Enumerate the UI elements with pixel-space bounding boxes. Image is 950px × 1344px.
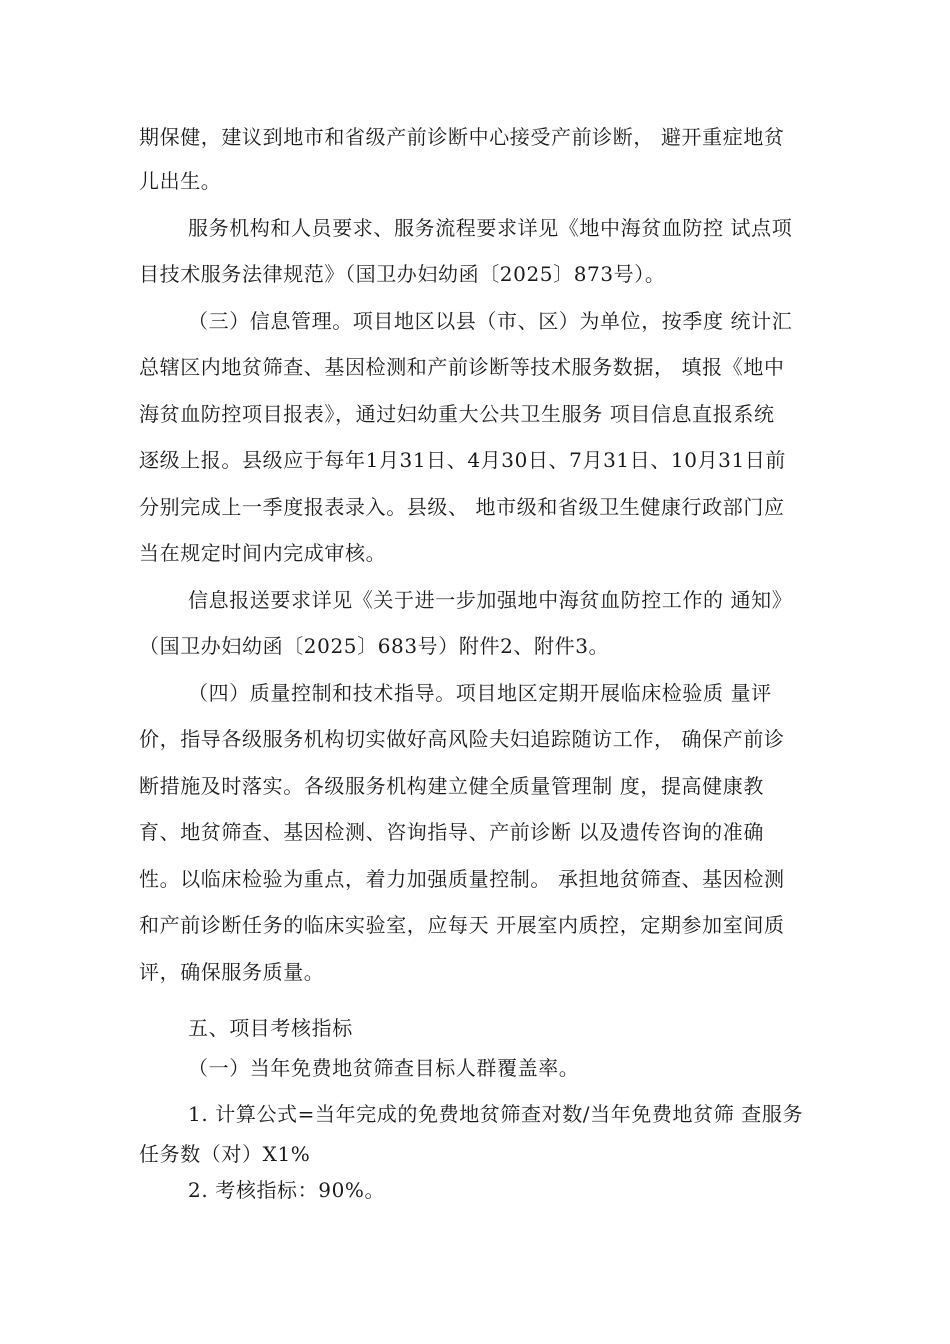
text-line-10: 当在规定时间内完成审核。: [139, 541, 387, 565]
text-line-19: 评，确保服务质量。: [139, 960, 325, 984]
text-line-8: 逐级上报。县级应于每年1月31日、4月30日、7月31日、10月31日前: [139, 448, 787, 472]
section-heading: 五、项目考核指标: [188, 1016, 353, 1040]
text-line-24: 2. 考核指标：90%。: [188, 1178, 386, 1202]
text-line-9: 分别完成上一季度报表录入。县级、 地市级和省级卫生健康行政部门应: [139, 495, 785, 519]
text-line-13: （四）质量控制和技术指导。项目地区定期开展临床检验质 量评: [188, 681, 772, 705]
text-line-15: 断措施及时落实。各级服务机构建立健全质量管理制 度，提高健康教: [139, 774, 764, 798]
text-line-5: （三）信息管理。项目地区以县（市、区）为单位，按季度 统计汇: [188, 309, 793, 333]
text-line-7: 海贫血防控项目报表》，通过妇幼重大公共卫生服务 项目信息直报系统: [139, 402, 775, 426]
text-line-6: 总辖区内地贫筛查、基因检测和产前诊断等技术服务数据， 填报《地中: [139, 355, 785, 379]
text-line-14: 价，指导各级服务机构切实做好高风险夫妇追踪随访工作， 确保产前诊: [139, 727, 785, 751]
text-line-4: 目技术服务法律规范》（国卫办妇幼函〔2025〕873号）。: [139, 262, 666, 286]
text-line-12: （国卫办妇幼函〔2025〕683号）附件2、附件3。: [139, 634, 610, 658]
text-line-1: 期保健，建议到地市和省级产前诊断中心接受产前诊断， 避开重症地贫: [139, 125, 785, 149]
text-line-3: 服务机构和人员要求、服务流程要求详见《地中海贫血防控 试点项: [188, 216, 793, 240]
text-line-18: 和产前诊断任务的临床实验室，应每天 开展室内质控，定期参加室间质: [139, 913, 785, 937]
text-line-16: 育、地贫筛查、基因检测、咨询指导、产前诊断 以及遗传咨询的准确: [139, 820, 764, 844]
text-line-17: 性。以临床检验为重点，着力加强质量控制。 承担地贫筛查、基因检测: [139, 867, 785, 891]
text-line-11: 信息报送要求详见《关于进一步加强地中海贫血防控工作的 通知》: [188, 588, 793, 612]
text-line-22: 1. 计算公式=当年完成的免费地贫筛查对数/当年免费地贫筛 查服务: [188, 1102, 804, 1126]
text-line-2: 儿出生。: [139, 169, 222, 193]
text-line-23: 任务数（对）X1%: [139, 1142, 311, 1166]
subsection-heading: （一）当年免费地贫筛查目标人群覆盖率。: [188, 1056, 580, 1080]
